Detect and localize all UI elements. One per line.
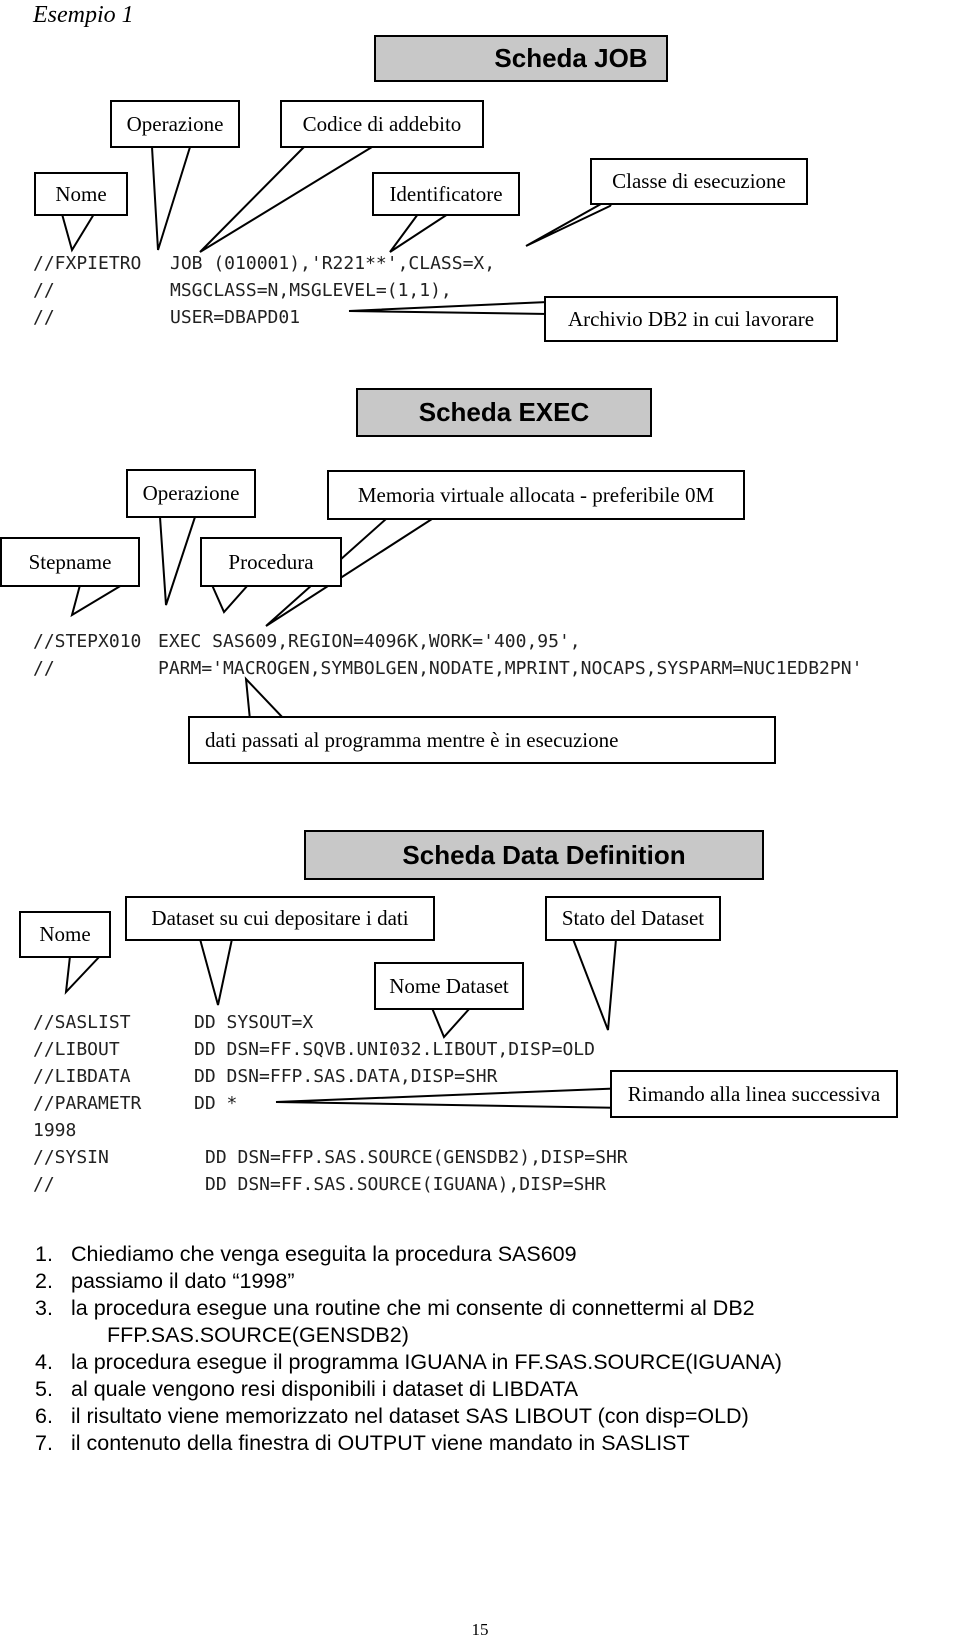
step-item: 3. la procedura esegue una routine che mi consente di connettermi al DB2 xyxy=(35,1296,755,1320)
dd-header: Scheda Data Definition xyxy=(304,830,764,880)
step-item-continuation: FFP.SAS.SOURCE(GENSDB2) xyxy=(107,1323,409,1347)
pointer-exec-procedura xyxy=(212,585,248,612)
callout-exec-procedura: Procedura xyxy=(200,537,342,587)
callout-dd-rimando: Rimando alla linea successiva xyxy=(610,1070,898,1118)
callout-job-identificatore: Identificatore xyxy=(372,172,520,216)
exec-code-line-2: // xyxy=(33,658,55,679)
pointer-dd-rimando xyxy=(276,1088,628,1108)
step-item: 7. il contenuto della finestra di OUTPUT viene mandato in SASLIST xyxy=(35,1431,690,1455)
callout-exec-operazione: Operazione xyxy=(126,469,256,518)
page-number: 15 xyxy=(471,1620,489,1639)
callout-dd-nome-dataset: Nome Dataset xyxy=(374,962,524,1010)
pointer-exec-operazione xyxy=(160,517,195,605)
pointer-dd-dataset xyxy=(200,939,232,1005)
pointer-dd-nome xyxy=(66,956,100,992)
dd-code-text-3: DD DSN=FFP.SAS.DATA,DISP=SHR xyxy=(194,1066,498,1087)
dd-code-label-3: //LIBDATA xyxy=(33,1066,131,1087)
callout-job-nome: Nome xyxy=(34,172,128,216)
job-code-line-1: //FXPIETRO xyxy=(33,253,142,274)
pointer-dd-stato xyxy=(573,939,616,1030)
step-item: 4. la procedura esegue il programma IGUANA in FF.SAS.SOURCE(IGUANA) xyxy=(35,1350,782,1374)
dd-code-text-1: DD SYSOUT=X xyxy=(194,1012,314,1033)
pointer-exec-dati xyxy=(246,679,285,720)
exec-code-line-1: //STEPX010 xyxy=(33,631,142,652)
callout-job-operazione: Operazione xyxy=(110,100,240,148)
dd-code-label-4: //PARAMETR xyxy=(33,1093,142,1114)
callout-dd-stato: Stato del Dataset xyxy=(545,896,721,941)
step-item: 1. Chiediamo che venga eseguita la procedura SAS609 xyxy=(35,1242,577,1266)
pointer-job-archivio xyxy=(349,302,548,314)
callout-dd-dataset: Dataset su cui depositare i dati xyxy=(125,896,435,941)
dd-code-label-7: // xyxy=(33,1174,55,1195)
exec-code-text-2: PARM='MACROGEN,SYMBOLGEN,NODATE,MPRINT,NOCAPS,SYSPARM=NUC1EDB2PN' xyxy=(158,658,863,679)
job-code-line-2: // xyxy=(33,280,55,301)
job-code-text-3: USER=DBAPD01 xyxy=(170,307,301,328)
dd-code-label-1: //SASLIST xyxy=(33,1012,131,1033)
callout-job-archivio: Archivio DB2 in cui lavorare xyxy=(544,296,838,342)
callout-job-classe: Classe di esecuzione xyxy=(590,158,808,205)
dd-code-label-6: //SYSIN xyxy=(33,1147,109,1168)
job-code-text-1: JOB (010001),'R221**',CLASS=X, xyxy=(170,253,496,274)
pointer-exec-stepname xyxy=(72,585,122,615)
dd-code-text-4: DD * xyxy=(194,1093,238,1114)
callout-exec-dati: dati passati al programma mentre è in esecuzione xyxy=(188,716,776,764)
dd-code-text-6: DD DSN=FFP.SAS.SOURCE(GENSDB2),DISP=SHR xyxy=(205,1147,628,1168)
pointer-job-identificatore xyxy=(390,214,448,252)
pointer-job-operazione xyxy=(152,147,190,250)
pointer-job-codice xyxy=(200,147,372,252)
step-item: 5. al quale vengono resi disponibili i dataset di LIBDATA xyxy=(35,1377,579,1401)
job-header: Scheda JOB xyxy=(374,35,668,82)
step-item: 2. passiamo il dato “1998” xyxy=(35,1269,295,1293)
example-title: Esempio 1 xyxy=(33,2,134,28)
dd-code-label-5: 1998 xyxy=(33,1120,77,1141)
pointer-dd-nome-dataset xyxy=(432,1008,470,1037)
exec-code-text-1: EXEC SAS609,REGION=4096K,WORK='400,95', xyxy=(158,631,581,652)
pointer-job-nome xyxy=(62,214,94,250)
dd-code-text-2: DD DSN=FF.SQVB.UNI032.LIBOUT,DISP=OLD xyxy=(194,1039,595,1060)
callout-dd-nome: Nome xyxy=(19,911,111,958)
callout-job-codice: Codice di addebito xyxy=(280,100,484,148)
exec-header: Scheda EXEC xyxy=(356,388,652,437)
job-code-line-3: // xyxy=(33,307,55,328)
dd-code-text-7: DD DSN=FF.SAS.SOURCE(IGUANA),DISP=SHR xyxy=(205,1174,606,1195)
job-code-text-2: MSGCLASS=N,MSGLEVEL=(1,1), xyxy=(170,280,452,301)
step-item: 6. il risultato viene memorizzato nel dataset SAS LIBOUT (con disp=OLD) xyxy=(35,1404,749,1428)
dd-code-label-2: //LIBOUT xyxy=(33,1039,120,1060)
callout-exec-memoria: Memoria virtuale allocata - preferibile 0M xyxy=(327,470,745,520)
callout-exec-stepname: Stepname xyxy=(0,537,140,587)
